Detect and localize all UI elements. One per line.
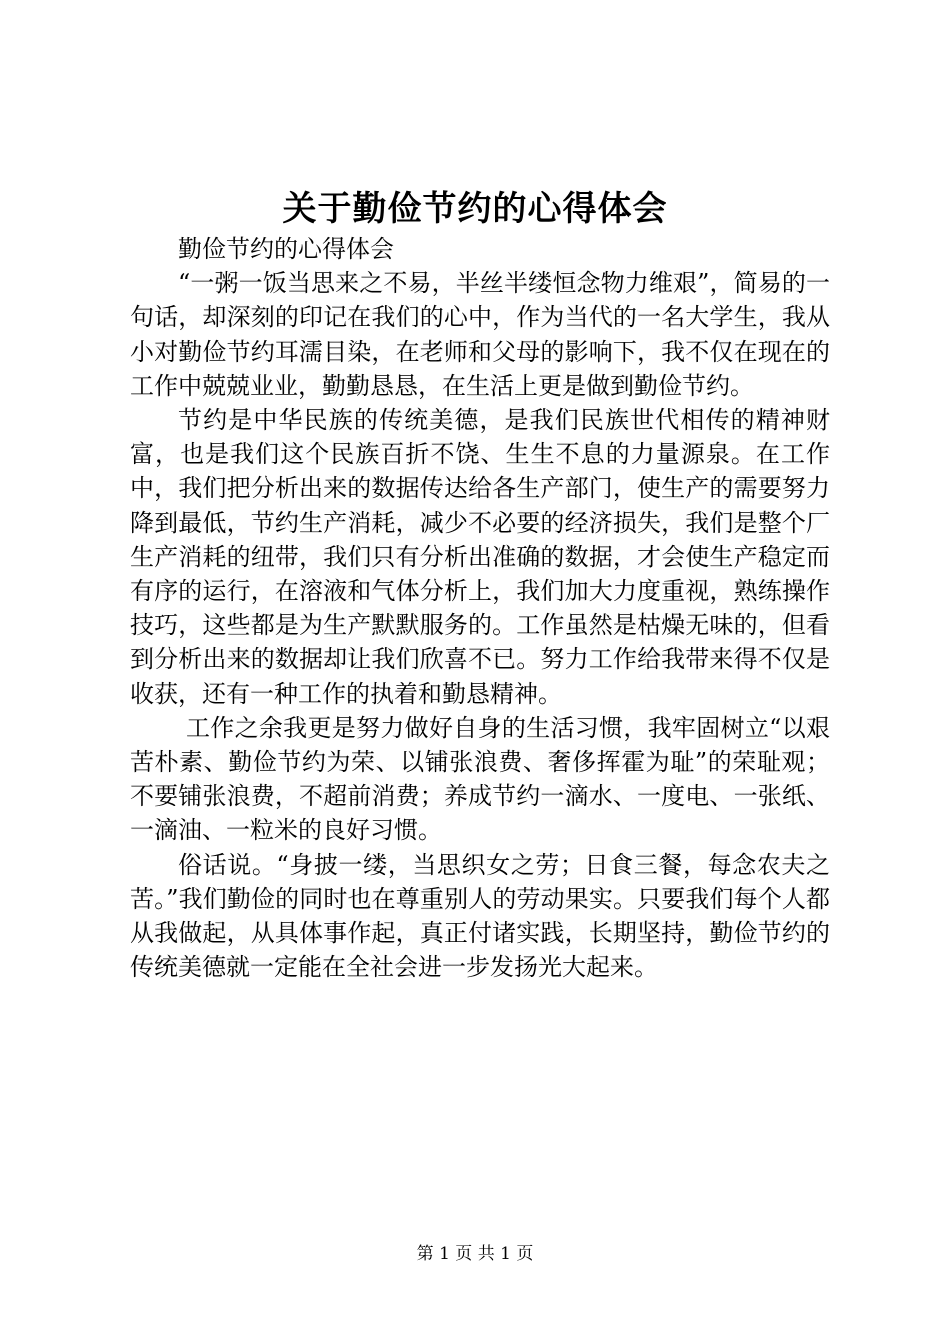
document-title: 关于勤俭节约的心得体会: [282, 189, 668, 229]
subtitle-paragraph: 勤俭节约的心得体会: [178, 235, 394, 263]
page-footer: 第 1 页 共 1 页: [416, 1244, 534, 1264]
body-paragraph-2: 节约是中华民族的传统美德，是我们民族世代相传的精神财富，也是我们这个民族百折不饶、生生不息的力量源泉。在工作中，我们把分析出来的数据传达给各生产部门，使生产的需要努力降到最低，节约生产消耗，减少不必要的经济损失，我们是整个厂生产消耗的纽带，我们只有分析出准确的数据，才会使生产稳定而有序的运行，在溶液和气体分析上，我们加大力度重视，熟练操作技巧，这些都是为生产默默服务的。工作虽然是枯燥无味的，但看到分析出来的数据却让我们欣喜不已。努力工作给我带来得不仅是收获，还有一种工作的执着和勤恳精神。: [130, 406, 830, 708]
document-body: [130, 232, 830, 984]
body-paragraph-3: 工作之余我更是努力做好自身的生活习惯，我牢固树立“以艰苦朴素、勤俭节约为荣、以铺张浪费、奢侈挥霍为耻”的荣耻观；不要铺张浪费，不超前消费；养成节约一滴水、一度电、一张纸、一滴油、一粒米的良好习惯。: [130, 713, 830, 845]
body-paragraph-1: “一粥一饭当思来之不易，半丝半缕恒念物力维艰”，简易的一句话，却深刻的印记在我们的心中，作为当代的一名大学生，我从小对勤俭节约耳濡目染，在老师和父母的影响下，我不仅在现在的工作中兢兢业业，勤勤恳恳，在生活上更是做到勤俭节约。: [130, 269, 830, 400]
body-paragraph-4: 俗话说。“身披一缕，当思织女之劳；日食三餐，每念农夫之苦。”我们勤俭的同时也在尊重别人的劳动果实。只要我们每个人都从我做起，从具体事作起，真正付诸实践，长期坚持，勤俭节约的传统美德就一定能在全社会进一步发扬光大起来。: [130, 850, 830, 982]
